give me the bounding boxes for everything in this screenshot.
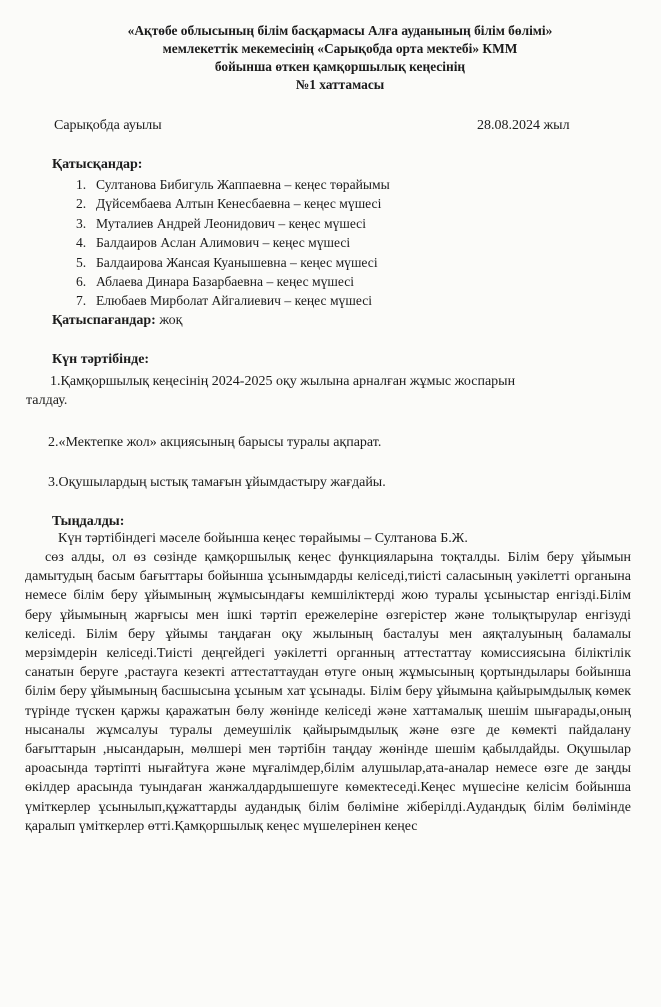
item-text: Балдаирова Жансая Куанышевна – кеңес мүшесі xyxy=(96,254,378,270)
item-text: Елюбаев Мирболат Айгалиевич – кеңес мүшесі xyxy=(96,293,373,309)
header-line-3: бойынша өткен қамқоршылық кеңесінің xyxy=(214,59,466,74)
document-header xyxy=(40,22,640,94)
agenda-heading: Күн тәртібінде: xyxy=(52,352,150,367)
date: 28.08.2024 жыл xyxy=(477,118,570,133)
list-item xyxy=(76,214,390,233)
item-number: 4. xyxy=(76,235,87,251)
listened-body: сөз алды, ол өз сөзінде қамқоршылық кеңес функцияларына тоқталды. Білім беру ұйымын дамытудың басым бағыттары бойынша ұсынымдарды келіседі,тиісті саласының уәкілетті органына немесе білім беру ұйымының жұмысындағы кемшіліктерді жою туралы ұсыныстар енгізді.Білім беру ұйымының жарғысы мен ішкі тәртіп ережелеріне өзгерістер және толықтырулар енгізуді келіседі. Білім беру ұйымы таңдаған оқу жылының басталуы мен аяқталуының баламалы мерзімдерін келіседі.Тиісті деңгейдегі уәкілетті органның аттестаттау комиссиясына біліктілік санатын беруге ,растауга кезекті аттестаттаудан өтуге оның жұмысының қортындылары бойынша білім беру ұйымының басшысына ұсыным хат ұсынады. Білім беру ұйымына қайырымдылық көмек түрінде түскен қаржы қаражатын бөлу жөнінде келіседі және хаттамалық шешім шығарады,оның нысаналы жұмсалуы туралы демеушілік қайырымдылық және өзге де көмекті пайдалану бағыттарын ,нысандарын, мөлшері мен тәртібін таңдау жөнінде шешім қабылдайды. Оқушылар ароасында тәртіпті нығайтуға және мұғалімдер,білім алушылар,ата-аналар немесе өзге де заңды өкілдер арасында туындаған жанжалдардышешуге көмектеседі.Кеңес мүшесіне келісім бойынша үміткерлер ұсынылып,құжаттарды аудандық білім бөліміне жіберілді.Аудандық білім бөлімінде қаралып үміткерлер өтті.Қамқоршылық кеңес мүшелерінен кеңес xyxy=(25,550,631,834)
item-number: 1. xyxy=(76,177,87,192)
agenda-item-2: 2.«Мектепке жол» акциясының барысы туралы ақпарат. xyxy=(48,435,382,450)
agenda-item-1-line-2: талдау. xyxy=(26,393,68,408)
listened-intro: Күн тәртібіндегі мәселе бойынша кеңес төрайымы – Султанова Б.Ж. xyxy=(58,531,468,546)
list-item xyxy=(76,253,390,272)
list-item xyxy=(76,291,390,310)
attendees-list xyxy=(76,175,390,311)
place: Сарықобда ауылы xyxy=(54,118,162,133)
list-item xyxy=(76,272,390,291)
item-number: 5. xyxy=(76,254,87,270)
document-title: №1 хаттамасы xyxy=(295,77,385,92)
list-item xyxy=(76,194,390,213)
item-number: 3. xyxy=(76,215,87,231)
item-text: Балдаиров Аслан Алимович – кеңес мүшесі xyxy=(96,235,351,251)
agenda-item-3: 3.Оқушылардың ыстық тамағын ұйымдастыру жағдайы. xyxy=(48,475,386,490)
item-number: 6. xyxy=(76,273,87,289)
item-number: 7. xyxy=(76,293,87,309)
absent-line xyxy=(52,313,182,329)
item-text: Муталиев Андрей Леонидович – кеңес мүшесі xyxy=(96,215,366,231)
absent-label: Қатыспағандар: xyxy=(52,313,156,328)
list-item xyxy=(76,233,390,252)
listened-heading: Тыңдалды: xyxy=(52,514,125,529)
item-text: Аблаева Динара Базарбаевна – кеңес мүшесі xyxy=(96,273,355,289)
attendees-heading: Қатысқандар: xyxy=(52,157,143,172)
item-text: Султанова Бибигуль Жаппаевна – кеңес төрайымы xyxy=(96,177,390,192)
item-number: 2. xyxy=(76,196,87,212)
item-text: Дүйсембаева Алтын Кенесбаевна – кеңес мүшесі xyxy=(96,196,382,212)
absent-value: жоқ xyxy=(159,313,183,328)
header-line-2: мемлекеттік мекемесінің «Сарықобда орта мектебі» КММ xyxy=(162,41,518,56)
header-line-1: «Ақтөбе облысының білім басқармасы Алға ауданының білім бөлімі» xyxy=(127,23,553,38)
agenda-item-1-line-1: 1.Қамқоршылық кеңесінің 2024-2025 оқу жылына арналған жұмыс жоспарын xyxy=(50,374,516,389)
list-item xyxy=(76,175,390,194)
